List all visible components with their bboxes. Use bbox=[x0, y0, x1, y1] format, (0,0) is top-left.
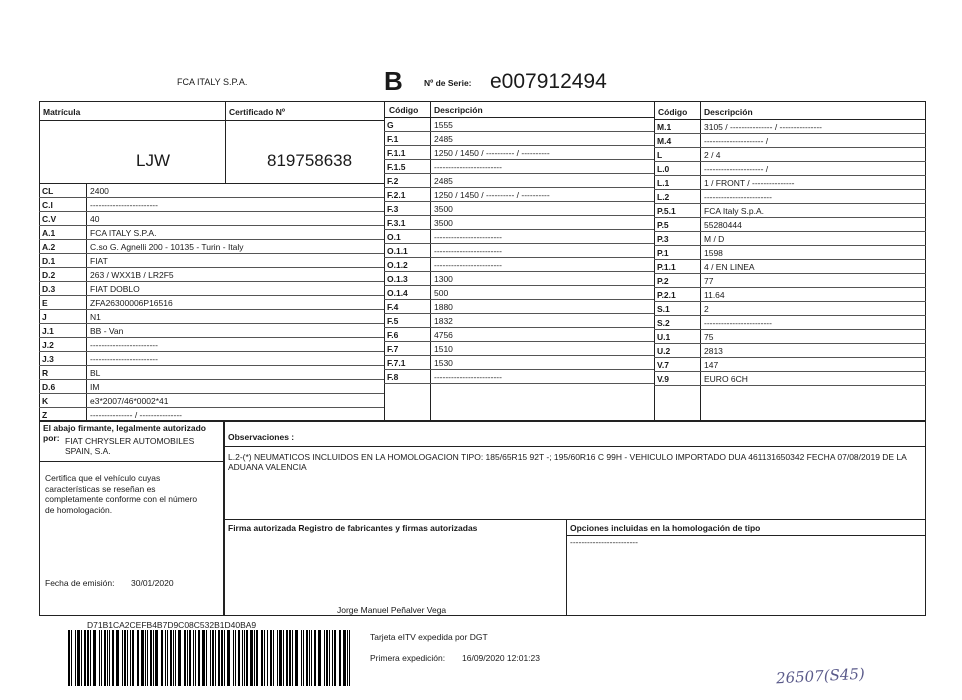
right-field-row bbox=[654, 330, 926, 344]
mid-field-row bbox=[384, 202, 654, 216]
mid-field-row bbox=[384, 132, 654, 146]
left-field-value: 40 bbox=[90, 214, 100, 224]
mid-field-list bbox=[384, 118, 654, 421]
left-field-row bbox=[39, 254, 384, 268]
left-field-code: A.1 bbox=[42, 228, 56, 238]
mid-field-code: O.1 bbox=[387, 232, 401, 242]
opciones-label: Opciones incluidas en la homologación de tipo bbox=[570, 523, 761, 533]
left-field-value: ZFA26300006P16516 bbox=[90, 298, 173, 308]
mid-field-value: 2485 bbox=[434, 134, 453, 144]
right-field-code: P.2.1 bbox=[657, 290, 676, 300]
left-field-code: Z bbox=[42, 410, 48, 420]
left-field-code: D.1 bbox=[42, 256, 56, 266]
firma-label: Firma autorizada Registro de fabricantes y firmas autorizadas bbox=[228, 523, 478, 533]
right-field-value: 2 bbox=[704, 304, 709, 314]
right-field-value: 55280444 bbox=[704, 220, 742, 230]
serial-number: e007912494 bbox=[490, 70, 607, 93]
left-field-value: ------------------------ bbox=[90, 354, 158, 364]
mid-field-code: O.1.2 bbox=[387, 260, 408, 270]
right-field-row bbox=[654, 218, 926, 232]
mid-field-code: F.2.1 bbox=[387, 190, 406, 200]
mid-field-row bbox=[384, 342, 654, 356]
right-field-row bbox=[654, 120, 926, 134]
mid-field-code: F.3.1 bbox=[387, 218, 406, 228]
mid-field-value: 3500 bbox=[434, 204, 453, 214]
manufacturer-name: FCA ITALY S.P.A. bbox=[177, 77, 248, 87]
right-field-code: S.1 bbox=[657, 304, 670, 314]
left-field-list bbox=[39, 184, 384, 421]
mid-field-value: ------------------------ bbox=[434, 162, 502, 172]
mid-field-code: F.4 bbox=[387, 302, 399, 312]
right-field-row bbox=[654, 176, 926, 190]
right-field-value: M / D bbox=[704, 234, 725, 244]
right-field-row bbox=[654, 288, 926, 302]
right-field-code: M.1 bbox=[657, 122, 672, 132]
mid-field-value: 1832 bbox=[434, 316, 453, 326]
document-type-letter: B bbox=[384, 66, 403, 96]
left-field-value: FIAT bbox=[90, 256, 108, 266]
mid-field-row bbox=[384, 370, 654, 384]
left-field-code: A.2 bbox=[42, 242, 56, 252]
mid-field-row bbox=[384, 118, 654, 132]
right-descripcion-header: Descripción bbox=[704, 107, 753, 117]
certificado-value: 819758638 bbox=[267, 151, 353, 170]
mid-field-code: O.1.3 bbox=[387, 274, 408, 284]
left-field-code: J.2 bbox=[42, 340, 54, 350]
left-field-value: e3*2007/46*0002*41 bbox=[90, 396, 169, 406]
tarjeta-text: Tarjeta eITV expedida por DGT bbox=[370, 632, 488, 642]
mid-field-row bbox=[384, 258, 654, 272]
mid-field-row bbox=[384, 314, 654, 328]
left-field-row bbox=[39, 324, 384, 338]
left-field-value: C.so G. Agnelli 200 - 10135 - Turin - Italy bbox=[90, 242, 244, 252]
left-field-row bbox=[39, 184, 384, 198]
mid-field-value: 2485 bbox=[434, 176, 453, 186]
mid-field-value: 1250 / 1450 / ---------- / ---------- bbox=[434, 190, 550, 200]
right-field-value: 3105 / --------------- / --------------- bbox=[704, 122, 822, 132]
left-field-code: E bbox=[42, 298, 48, 308]
mid-field-value: ------------------------ bbox=[434, 372, 502, 382]
right-field-row bbox=[654, 232, 926, 246]
right-field-code: S.2 bbox=[657, 318, 670, 328]
right-field-row bbox=[654, 358, 926, 372]
right-field-code: V.7 bbox=[657, 360, 669, 370]
certification-text: Certifica que el vehículo cuyas características se reseñan es completamente conforme con el número de homologación. bbox=[45, 473, 198, 515]
mid-field-code: G bbox=[387, 120, 394, 130]
mid-field-value: 4756 bbox=[434, 330, 453, 340]
right-field-row bbox=[654, 344, 926, 358]
right-codigo-header: Código bbox=[658, 107, 688, 117]
right-field-row bbox=[654, 134, 926, 148]
right-field-value: ------------------------ bbox=[704, 192, 772, 202]
matricula-label: Matrícula bbox=[43, 107, 81, 117]
mid-field-row bbox=[384, 272, 654, 286]
mid-field-row bbox=[384, 244, 654, 258]
right-field-code: P.5 bbox=[657, 220, 669, 230]
mid-field-row bbox=[384, 286, 654, 300]
right-field-value: 4 / EN LINEA bbox=[704, 262, 755, 272]
right-field-value: ------------------------ bbox=[704, 318, 772, 328]
observaciones-text: L.2-(*) NEUMATICOS INCLUIDOS EN LA HOMOLOGACION TIPO: 185/65R15 92T -; 195/60R16 C 99H - VEHICULO IMPORTADO DUA 461131650342 FECHA 07/08/2019 DE LA ADUANA VALENCIA bbox=[228, 452, 907, 472]
left-field-row bbox=[39, 352, 384, 366]
barcode bbox=[68, 630, 354, 686]
right-field-code: L.2 bbox=[657, 192, 670, 202]
right-field-row bbox=[654, 302, 926, 316]
mid-field-code: F.1 bbox=[387, 134, 399, 144]
left-field-value: 2400 bbox=[90, 186, 109, 196]
left-field-row bbox=[39, 408, 384, 422]
left-field-row bbox=[39, 310, 384, 324]
left-field-row bbox=[39, 212, 384, 226]
signer-name: Jorge Manuel Peñalver Vega bbox=[337, 605, 447, 615]
mid-field-row bbox=[384, 146, 654, 160]
mid-codigo-header: Código bbox=[389, 105, 419, 115]
mid-field-value: ------------------------ bbox=[434, 246, 502, 256]
mid-field-code: O.1.4 bbox=[387, 288, 408, 298]
certificado-label: Certificado Nº bbox=[229, 107, 286, 117]
right-field-row bbox=[654, 204, 926, 218]
left-field-row bbox=[39, 338, 384, 352]
mid-field-value: 500 bbox=[434, 288, 449, 298]
left-field-code: C.I bbox=[42, 200, 53, 210]
left-field-row bbox=[39, 240, 384, 254]
mid-field-row bbox=[384, 160, 654, 174]
left-field-value: IM bbox=[90, 382, 100, 392]
mid-field-row bbox=[384, 230, 654, 244]
mid-field-code: F.1.5 bbox=[387, 162, 406, 172]
right-field-value: 75 bbox=[704, 332, 714, 342]
right-field-code: P.5.1 bbox=[657, 206, 676, 216]
mid-field-row bbox=[384, 188, 654, 202]
opciones-value: ------------------------ bbox=[570, 537, 638, 547]
right-field-value: 1598 bbox=[704, 248, 723, 258]
fecha-emision-value: 30/01/2020 bbox=[131, 578, 174, 588]
mid-field-value: 1510 bbox=[434, 344, 453, 354]
left-field-value: 263 / WXX1B / LR2F5 bbox=[90, 270, 174, 280]
left-field-code: D.3 bbox=[42, 284, 56, 294]
mid-field-row bbox=[384, 174, 654, 188]
observaciones-label: Observaciones : bbox=[228, 432, 295, 442]
right-field-value: FCA Italy S.p.A. bbox=[704, 206, 764, 216]
left-field-code: D.6 bbox=[42, 382, 56, 392]
left-field-code: K bbox=[42, 396, 49, 406]
right-field-row bbox=[654, 274, 926, 288]
mid-field-row bbox=[384, 216, 654, 230]
right-field-value: 147 bbox=[704, 360, 719, 370]
mid-descripcion-header: Descripción bbox=[434, 105, 483, 115]
mid-field-code: F.3 bbox=[387, 204, 399, 214]
right-field-row bbox=[654, 246, 926, 260]
right-field-code: U.2 bbox=[657, 346, 671, 356]
left-field-code: R bbox=[42, 368, 49, 378]
right-field-code: P.1.1 bbox=[657, 262, 676, 272]
mid-field-code: F.7 bbox=[387, 344, 399, 354]
left-field-value: BB - Van bbox=[90, 326, 124, 336]
left-field-row bbox=[39, 296, 384, 310]
mid-field-value: ------------------------ bbox=[434, 232, 502, 242]
mid-field-code: F.1.1 bbox=[387, 148, 406, 158]
left-field-value: ------------------------ bbox=[90, 340, 158, 350]
left-field-row bbox=[39, 268, 384, 282]
right-field-value: --------------------- / bbox=[704, 136, 769, 146]
mid-field-code: F.8 bbox=[387, 372, 399, 382]
right-field-value: 11.64 bbox=[704, 290, 725, 300]
primera-expedicion-label: Primera expedición: bbox=[370, 653, 446, 663]
right-field-code: L bbox=[657, 150, 663, 160]
left-field-code: J bbox=[42, 312, 47, 322]
left-field-value: N1 bbox=[90, 312, 101, 322]
mid-field-value: 1250 / 1450 / ---------- / ---------- bbox=[434, 148, 550, 158]
right-field-row bbox=[654, 162, 926, 176]
right-field-code: P.3 bbox=[657, 234, 669, 244]
left-field-value: ------------------------ bbox=[90, 200, 158, 210]
left-field-code: C.V bbox=[42, 214, 57, 224]
right-field-value: 1 / FRONT / --------------- bbox=[704, 178, 795, 188]
right-field-row bbox=[654, 148, 926, 162]
mid-field-value: 1300 bbox=[434, 274, 453, 284]
mid-field-code: F.5 bbox=[387, 316, 399, 326]
left-field-value: BL bbox=[90, 368, 101, 378]
right-field-row bbox=[654, 260, 926, 274]
right-field-value: --------------------- / bbox=[704, 164, 769, 174]
mid-field-value: 1880 bbox=[434, 302, 453, 312]
right-field-list bbox=[654, 120, 926, 392]
mid-field-row bbox=[384, 328, 654, 342]
fecha-emision-label: Fecha de emisión: bbox=[45, 578, 115, 588]
right-field-row bbox=[654, 372, 926, 386]
left-field-code: J.3 bbox=[42, 354, 54, 364]
right-field-code: P.1 bbox=[657, 248, 669, 258]
right-field-row bbox=[654, 190, 926, 204]
left-field-row bbox=[39, 198, 384, 212]
right-field-value: 2813 bbox=[704, 346, 723, 356]
mid-field-code: F.6 bbox=[387, 330, 399, 340]
left-field-code: J.1 bbox=[42, 326, 54, 336]
mid-field-row bbox=[384, 300, 654, 314]
right-field-code: U.1 bbox=[657, 332, 671, 342]
left-field-row bbox=[39, 226, 384, 240]
left-field-value: FIAT DOBLO bbox=[90, 284, 140, 294]
right-field-row bbox=[654, 316, 926, 330]
left-field-value: FCA ITALY S.P.A. bbox=[90, 228, 157, 238]
left-field-value: --------------- / --------------- bbox=[90, 410, 183, 420]
mid-field-value: 1530 bbox=[434, 358, 453, 368]
mid-field-value: 1555 bbox=[434, 120, 453, 130]
right-field-value: 2 / 4 bbox=[704, 150, 721, 160]
right-field-value: EURO 6CH bbox=[704, 374, 748, 384]
primera-expedicion-value: 16/09/2020 12:01:23 bbox=[462, 653, 540, 663]
left-field-code: D.2 bbox=[42, 270, 56, 280]
mid-field-value: 3500 bbox=[434, 218, 453, 228]
right-field-code: V.9 bbox=[657, 374, 669, 384]
por-label: por: bbox=[43, 433, 60, 443]
serial-label: Nº de Serie: bbox=[424, 78, 472, 88]
right-field-code: M.4 bbox=[657, 136, 672, 146]
mid-field-row bbox=[384, 356, 654, 370]
handwritten-note: 26507(S45) bbox=[775, 664, 866, 688]
mid-field-code: F.2 bbox=[387, 176, 399, 186]
mid-field-code: O.1.1 bbox=[387, 246, 408, 256]
right-field-value: 77 bbox=[704, 276, 714, 286]
left-field-code: CL bbox=[42, 186, 54, 196]
right-field-code: L.0 bbox=[657, 164, 670, 174]
signer-company: FIAT CHRYSLER AUTOMOBILES SPAIN, S.A. bbox=[65, 436, 195, 456]
right-field-code: L.1 bbox=[657, 178, 670, 188]
left-field-row bbox=[39, 380, 384, 394]
matricula-value: LJW bbox=[136, 151, 170, 170]
mid-field-code: F.7.1 bbox=[387, 358, 406, 368]
signer-title: El abajo firmante, legalmente autorizado bbox=[43, 423, 206, 433]
left-field-row bbox=[39, 394, 384, 408]
left-field-row bbox=[39, 366, 384, 380]
right-field-code: P.2 bbox=[657, 276, 669, 286]
left-field-row bbox=[39, 282, 384, 296]
document-hash: D71B1CA2CEFB4B7D9C08C532B1D40BA9 bbox=[87, 620, 257, 630]
mid-field-value: ------------------------ bbox=[434, 260, 502, 270]
